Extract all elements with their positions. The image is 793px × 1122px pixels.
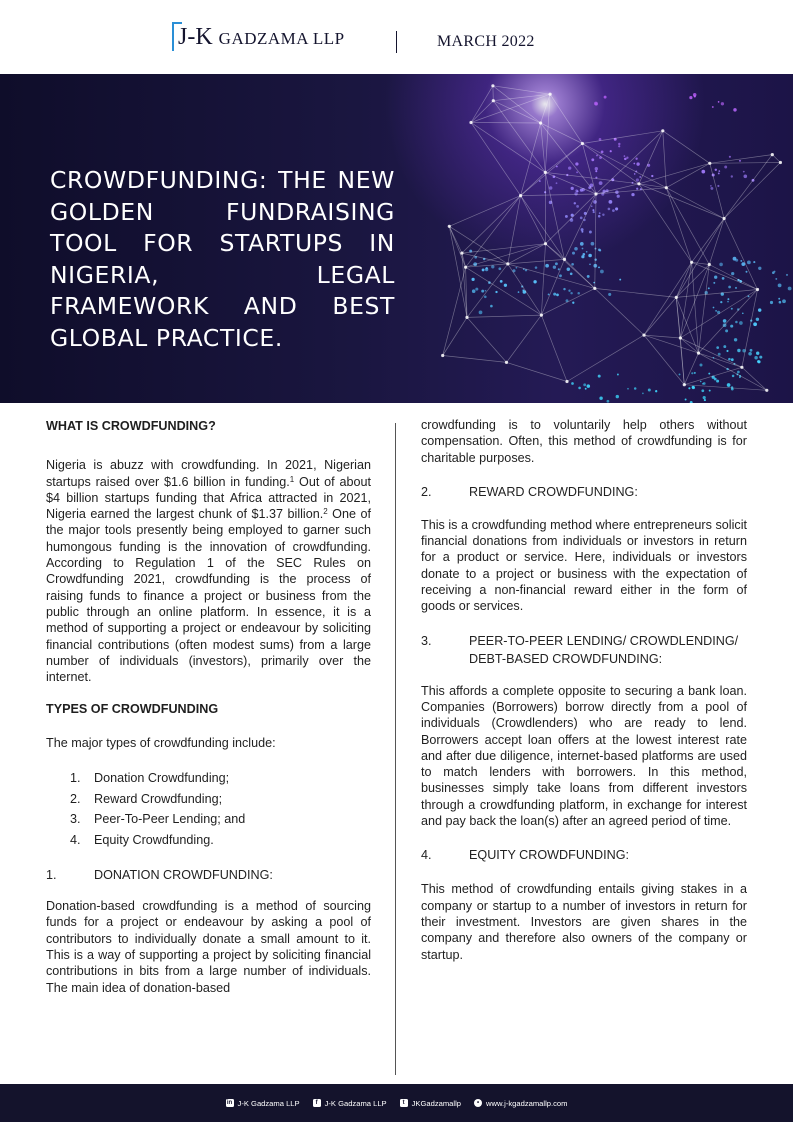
footer-facebook-link[interactable] [313, 1099, 387, 1108]
reward-paragraph: This is a crowdfunding method where entrepreneurs solicit financial donations from individuals or investors in return for a product or service. Here, individuals or investors donate to a project or business with the expectation of receiving a non-financial reward either in the form of goods or services. [421, 517, 747, 614]
footer-linkedin-label: J-K Gadzama LLP [237, 1098, 300, 1108]
footer-twitter-link[interactable] [400, 1099, 461, 1108]
issue-date: MARCH 2022 [437, 33, 535, 50]
column-divider [395, 423, 396, 1075]
twitter-icon: t [400, 1099, 408, 1107]
logo-rest-text: GADZAMA LLP [218, 29, 345, 48]
p2p-heading: 3. PEER-TO-PEER LENDING/ CROWDLENDING/ DEBT-BASED CROWDFUNDING: [421, 633, 739, 666]
list-item: 3. Peer-To-Peer Lending; and [70, 812, 246, 827]
logo-main-text: J-K [178, 24, 213, 50]
list-item: 1. Donation Crowdfunding; [70, 771, 230, 786]
types-list [46, 768, 371, 850]
footer-website-link[interactable] [474, 1099, 567, 1108]
types-heading: TYPES OF CROWDFUNDING [46, 702, 219, 717]
footer-website-label: www.j-kgadzamallp.com [486, 1098, 568, 1108]
article-title: CROWDFUNDING: THE NEW GOLDEN FUNDRAISING TOOL FOR STARTUPS IN NIGERIA, LEGAL FRAMEWORK AND BEST GLOBAL PRACTICE. [50, 166, 395, 352]
what-is-crowdfunding-heading: WHAT IS CROWDFUNDING? [46, 419, 216, 433]
footer-facebook-label: J-K Gadzama LLP [324, 1098, 387, 1108]
footer-twitter-label: JKGadzamallp [411, 1098, 462, 1108]
globe-icon: • [474, 1099, 482, 1107]
facebook-icon: f [313, 1099, 321, 1107]
donation-heading: 1. DONATION CROWDFUNDING: [46, 868, 273, 883]
footer-linkedin-link[interactable] [226, 1099, 300, 1108]
types-intro: The major types of crowdfunding include: [46, 735, 276, 750]
page-footer [0, 1084, 793, 1122]
footnote-ref-2: 2 [323, 507, 328, 517]
p2p-paragraph: This affords a complete opposite to securing a bank loan. Companies (Borrowers) borrow directly from a pool of individuals (Crowdlenders) who are ready to lend. Borrowers accept loan offers at the lowest interest rate and after due diligence, internet-based platforms are used to match lenders with borrowers. In this method, businesses simply take loans from different investors through a crowdfunding platform, in exchange for interest and pay back the loan(s) after an agreed period of time. [421, 683, 747, 829]
equity-heading: 4. EQUITY CROWDFUNDING: [421, 848, 629, 863]
list-item: 4. Equity Crowdfunding. [70, 832, 214, 847]
equity-paragraph: This method of crowdfunding entails giving stakes in a company or startup to a number of investors in return for their investment. Investors are given shares in the company and therefore also owners of the company or startup. [421, 882, 747, 962]
donation-continued-paragraph: crowdfunding is to voluntarily help others without compensation. Often, this method of crowdfunding is for charitable purposes. [421, 418, 747, 465]
left-column [46, 418, 371, 996]
right-column [421, 417, 747, 963]
hero-banner [0, 74, 793, 403]
linkedin-icon: in [226, 1100, 233, 1106]
list-item: 2. Reward Crowdfunding; [70, 791, 223, 806]
donation-paragraph: Donation-based crowdfunding is a method of sourcing funds for a project or endeavour by asking a pool of contributors to individually donate a small amount to it. This is a way of supporting a project by soliciting financial contributions in bits from a large number of individuals. The main idea of donation-based [46, 899, 371, 995]
reward-heading: 2. REWARD CROWDFUNDING: [421, 484, 638, 499]
footnote-ref-1: 1 [289, 474, 295, 484]
page-header [0, 0, 793, 74]
intro-paragraph: Nigeria is abuzz with crowdfunding. In 2021, Nigerian startups raised over $1.6 billion in funding.$^1$ Out of about $4 billion startups funding that Africa attracted in 2021, Nigeria earned the largest chunk of $1.37 billion.$^2$ One of the major tools presently being employed to garner such humongous funding is the innovation of crowdfunding. According to Regulation 1 of the SEC Rules on Crowdfunding 2021, crowdfunding is the process of raising funds to finance a project or business from the public through an online platform. In essence, it is a method of supporting a project or endeavour by soliciting financial contributions (often modest sums) from a large number of individuals (investors), primarily over the internet. [46, 458, 371, 685]
header-divider [396, 31, 397, 53]
